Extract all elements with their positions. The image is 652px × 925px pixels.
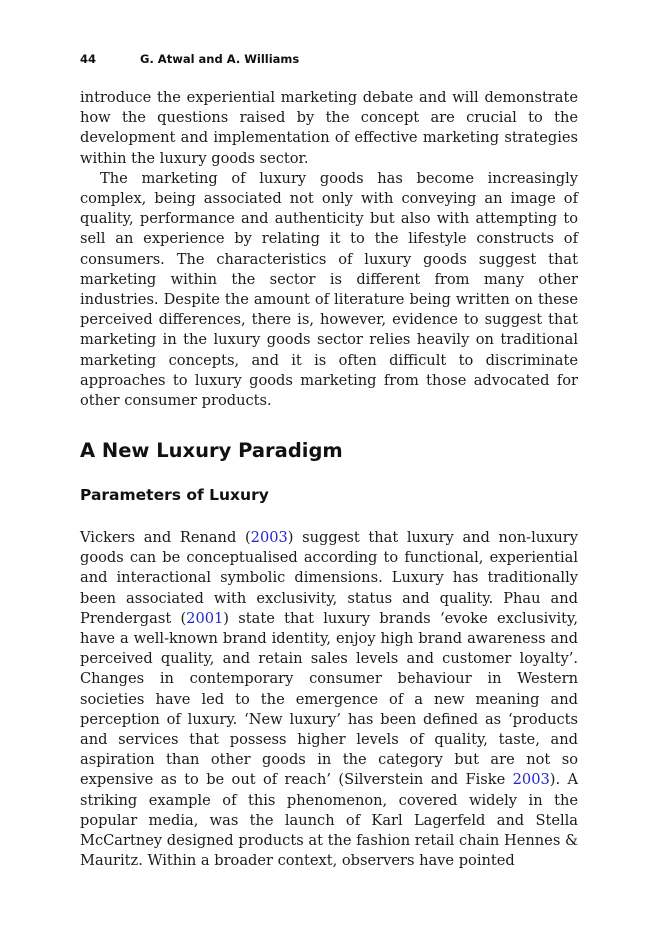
p3-text-1: Vickers and Renand ( bbox=[80, 529, 251, 546]
p3-text-3: ) state that luxury brands ‘evoke exclusivity, have a well-known brand identity, enjoy high brand awareness and perceived quality, and retain sales levels and customer loyalty’. Changes in contemporary consumer behaviour in Western societies have led to the emergence of a new meaning and perception of luxury. ‘New luxury’ has been defined as ‘products and services that possess higher levels of quality, taste, and aspiration than other goods in the category but are not so expensive as to be out of reach’ (Silverstein and Fiske bbox=[80, 609, 578, 789]
paragraph-2: The marketing of luxury goods has become increasingly complex, being associated not only with conveying an image of quality, performance and authenticity but also with attempting to sell an experience by relating it to the lifestyle constructs of consumers. The characteristics of luxury goods suggest that marketing within the sector is different from many other industries. Despite the amount of literature being written on these perceived differences, there is, however, evidence to suggest that marketing in the luxury goods sector relies heavily on traditional marketing concepts, and it is often difficult to discriminate approaches to luxury goods marketing from those advocated for other consumer products. bbox=[80, 169, 578, 410]
paragraph-1: introduce the experiential marketing debate and will demonstrate how the questions raised by the concept are crucial to the development and implementation of effective marketing strategies within the luxury goods sector. bbox=[80, 89, 578, 167]
intro-text-block bbox=[80, 88, 578, 411]
section-heading: A New Luxury Paradigm bbox=[80, 439, 343, 462]
p3-text-4: ). A striking example of this phenomenon, covered widely in the popular media, was the launch of Karl Lagerfeld and Stella McCartney designed products at the fashion retail chain Hennes & Mauritz. Within a broader context, observers have pointed bbox=[80, 771, 578, 870]
running-header bbox=[80, 52, 580, 66]
p3-text-2: ) suggest that luxury and non-luxury goods can be conceptualised according to functional, experiential and interactional symbolic dimensions. Luxury has traditionally been associated with exclusivity, status and quality. Phau and Prendergast ( bbox=[80, 529, 578, 627]
citation-link-silverstein-2003[interactable]: 2003 bbox=[512, 771, 550, 789]
page-number: 44 bbox=[80, 52, 97, 66]
citation-link-phau-2001[interactable]: 2001 bbox=[186, 609, 224, 627]
paragraph-3 bbox=[80, 528, 578, 871]
author-names: G. Atwal and A. Williams bbox=[140, 52, 300, 66]
citation-link-vickers-2003[interactable]: 2003 bbox=[250, 529, 288, 546]
subsection-heading: Parameters of Luxury bbox=[80, 486, 269, 504]
body-text-block bbox=[80, 528, 578, 871]
